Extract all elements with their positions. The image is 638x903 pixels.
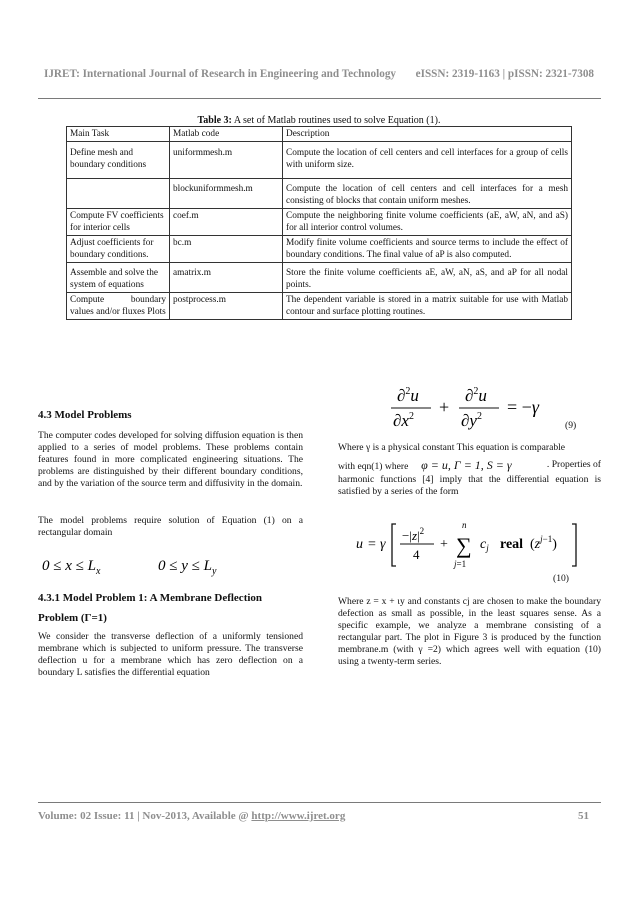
svg-text:+: + — [440, 537, 448, 552]
svg-text:cj: $c_j$ — [480, 537, 489, 553]
table-cell: amatrix.m — [170, 263, 283, 293]
svg-text:n: n — [462, 520, 467, 530]
svg-text:0 ≤ x ≤ Lx: $0 \le x \le L_x$ — [42, 558, 101, 577]
text-properties-of: . Properties of — [546, 459, 601, 470]
table-cell: blockuniformmesh.m — [170, 179, 283, 209]
inline-equation: φ = u, Γ = 1, S = γ — [421, 458, 512, 472]
svg-text:= −γ: = −γ — [507, 397, 539, 417]
paragraph-model-problems: The computer codes developed for solving diffusion equation is then applied to a series of model problems. These problems contain features found in more complicated engineering situations. The problems are distinguished by their different boundary conditions, and by the variation of the source term and diffusivity in the domain. — [38, 430, 303, 490]
table-row — [67, 142, 572, 179]
table-row — [67, 236, 572, 263]
table-cell: Compute boundary values and/or fluxes Plots — [67, 293, 170, 320]
page-footer — [38, 810, 601, 822]
table-caption-label: Table 3: — [197, 115, 232, 126]
domain-equation — [38, 550, 298, 580]
table-cell: Compute the location of cell centers and cell interfaces for a group of cells with uniform size. — [283, 142, 572, 179]
paragraph-membrane-example: Where z = x + ιy and constants cj are chosen to make the boundary defection as small as possible, in the least squares sense. As a specific example, we analyze a membrane consisting of a rectangular part. The plot in Figure 3 is produced by the function membrane.m (with γ =2) which agrees well with equation (10) using a twenty-term series. — [338, 596, 601, 668]
journal-title: IJRET: International Journal of Research in Engineering and Technology — [43, 68, 397, 80]
table-header-row — [67, 127, 572, 142]
svg-text:−|z|2: $-|z|^2$ — [402, 526, 425, 543]
matlab-routines-table — [66, 126, 572, 320]
table-cell: Compute FV coefficients for interior cells — [67, 209, 170, 236]
svg-text:∂x2: $\partial x^2$ — [393, 411, 414, 430]
svg-text:4: 4 — [413, 547, 420, 562]
paragraph-comparable: Where γ is a physical constant This equation is comparable — [338, 442, 566, 453]
table-cell: The dependent variable is stored in a matrix suitable for use with Matlab contour and surface plotting routines. — [283, 293, 572, 320]
subsection-heading-4-3-1-cont: Problem (Γ=1) — [38, 612, 107, 624]
equation-10-number: (10) — [553, 573, 569, 584]
svg-text:∂y2: $\partial y^2$ — [461, 411, 482, 430]
table-cell: postprocess.m — [170, 293, 283, 320]
table-cell: Compute the location of cell centers and cell interfaces for a mesh consisting of blocks that contain uniform meshes. — [283, 179, 572, 209]
paragraph-eqn1-line — [338, 459, 601, 473]
svg-text:real: real — [500, 537, 524, 552]
header-rule — [38, 98, 601, 99]
table-cell: Store the finite volume coefficients aE, aW, aN, aS, and aP for all nodal points. — [283, 263, 572, 293]
svg-text:(zj−1): $(z^j-1)$ — [530, 534, 557, 552]
table-header-cell: Matlab code — [170, 127, 283, 142]
table-header-cell: Description — [283, 127, 572, 142]
svg-text:u: u — [356, 537, 363, 552]
table-cell: Compute the neighboring finite volume coefficients (aE, aW, aN, and aS) for all interior control volumes. — [283, 209, 572, 236]
journal-website-link[interactable]: http://www.ijret.org — [251, 810, 346, 822]
text-with-eqn1: with eqn(1) where — [338, 461, 409, 472]
table-row — [67, 293, 572, 320]
svg-text:∑: ∑ — [456, 533, 472, 558]
svg-text:+: + — [439, 397, 450, 417]
table-row — [67, 209, 572, 236]
svg-text:0 ≤ y ≤ Ly: $0 \le y \le L_y$ — [158, 558, 217, 577]
equation-9 — [383, 383, 583, 431]
footer-volume-text: Volume: 02 Issue: 11 | Nov-2013, Available @ — [38, 810, 252, 822]
section-heading-4-3: 4.3 Model Problems — [38, 409, 132, 421]
table-cell: Modify finite volume coefficients and source terms to include the effect of boundary conditions. The final value of aP is also computed. — [283, 236, 572, 263]
table-row — [67, 179, 572, 209]
equation-10 — [350, 518, 590, 572]
paragraph-harmonic: harmonic functions [4] imply that the differential equation is satisfied by a series of the form — [338, 474, 601, 498]
svg-text:γ: γ — [380, 537, 386, 552]
svg-text:j=1: j=1 — [454, 559, 467, 569]
page-number: 51 — [578, 810, 589, 822]
table-cell: Define mesh and boundary conditions — [67, 142, 170, 179]
paragraph-membrane: We consider the transverse deflection of a uniformly tensioned membrane which is subjected to uniform pressure. The transverse deflection u for a membrane which has zero deflection on a boundary L satisfies the differential equation — [38, 631, 303, 679]
table-caption-text: A set of Matlab routines used to solve Equation (1). — [231, 115, 441, 126]
table-cell: coef.m — [170, 209, 283, 236]
journal-issn: eISSN: 2319-1163 | pISSN: 2321-7308 — [415, 68, 595, 80]
svg-text:∂2u: ∂$^2$u — [465, 386, 487, 405]
svg-text:=: = — [368, 537, 376, 552]
paragraph-rectangular-domain: The model problems require solution of Equation (1) on a rectangular domain — [38, 515, 303, 539]
table-cell: Assemble and solve the system of equations — [67, 263, 170, 293]
journal-header — [0, 68, 638, 80]
table-caption — [0, 115, 638, 126]
footer-rule — [38, 802, 601, 803]
table-cell: Adjust coefficients for boundary conditions. — [67, 236, 170, 263]
table-row — [67, 263, 572, 293]
table-header-cell: Main Task — [67, 127, 170, 142]
table-cell: bc.m — [170, 236, 283, 263]
table-cell — [67, 179, 170, 209]
equation-9-number: (9) — [565, 420, 577, 431]
table-cell: uniformmesh.m — [170, 142, 283, 179]
svg-text:∂2u: ∂$^2$u — [397, 386, 419, 405]
subsection-heading-4-3-1: 4.3.1 Model Problem 1: A Membrane Deflection — [38, 592, 263, 604]
